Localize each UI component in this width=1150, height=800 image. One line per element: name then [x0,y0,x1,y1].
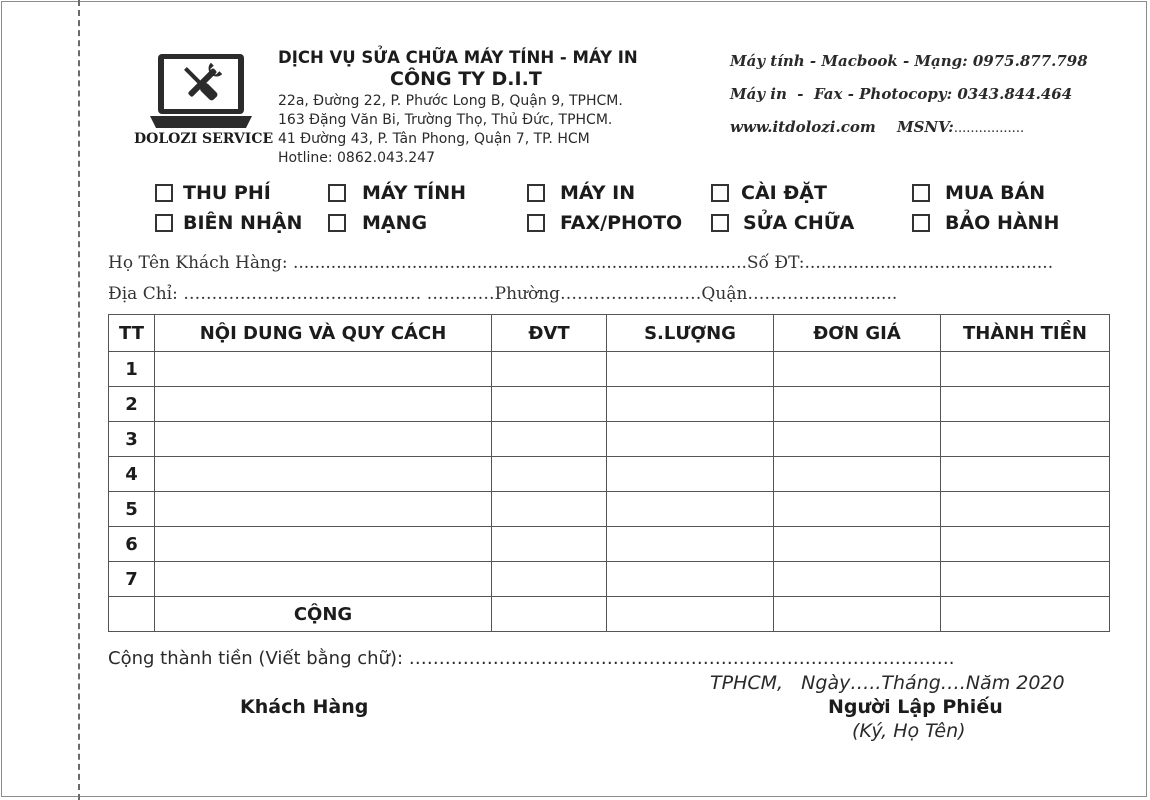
checkbox-label: MÁY TÍNH [362,182,466,204]
preparer-signature-label: Người Lập Phiếu [828,696,1003,718]
checkbox-fax-photo[interactable] [527,212,682,234]
row-number: 4 [109,457,155,492]
table-cell[interactable] [607,597,774,632]
checkbox-icon[interactable] [912,214,930,232]
checkbox-icon[interactable] [912,184,930,202]
column-header: S.LƯỢNG [607,315,774,352]
table-cell[interactable] [492,387,607,422]
table-row [109,352,1110,387]
table-cell[interactable] [941,562,1110,597]
sign-note: (Ký, Họ Tên) [852,720,966,742]
contact-computer: Máy tính - Macbook - Mạng: 0975.877.798 [730,52,1088,70]
table-cell[interactable] [774,352,941,387]
table-cell[interactable] [607,352,774,387]
customer-name-phone-line[interactable]: Họ Tên Khách Hàng: ....................................................................................Số ĐT:.............................................. [108,253,1054,273]
checkbox-label: MẠNG [362,212,428,234]
checkbox-bien-nhan[interactable] [155,212,302,234]
table-cell[interactable] [492,492,607,527]
hotline: Hotline: 0862.043.247 [278,150,435,166]
address-line: 41 Đường 43, P. Tân Phong, Quận 7, TP. HCM [278,131,590,147]
checkbox-may-tinh[interactable] [328,182,466,204]
row-number: 1 [109,352,155,387]
row-number: 2 [109,387,155,422]
table-cell[interactable] [774,387,941,422]
table-cell[interactable] [941,457,1110,492]
contact-printer: Máy in - Fax - Photocopy: 0343.844.464 [730,85,1073,103]
table-cell[interactable] [941,352,1110,387]
checkbox-icon[interactable] [711,214,729,232]
table-cell[interactable] [774,597,941,632]
table-cell[interactable] [941,422,1110,457]
table-cell[interactable] [155,492,492,527]
checkbox-cai-dat[interactable] [711,182,827,204]
table-row [109,492,1110,527]
table-cell[interactable] [607,562,774,597]
checkbox-label: MUA BÁN [945,182,1046,204]
table-cell[interactable] [941,527,1110,562]
checkbox-label: BIÊN NHẬN [183,212,303,234]
table-cell[interactable] [774,422,941,457]
row-number: 7 [109,562,155,597]
table-cell[interactable] [774,527,941,562]
checkbox-label: SỬA CHỮA [743,212,855,234]
table-cell[interactable] [155,352,492,387]
checkbox-icon[interactable] [155,184,173,202]
checkbox-icon[interactable] [527,214,545,232]
table-cell[interactable] [941,492,1110,527]
table-row [109,457,1110,492]
row-number: 5 [109,492,155,527]
table-cell[interactable] [607,387,774,422]
table-cell[interactable] [607,527,774,562]
customer-signature-label: Khách Hàng [240,696,369,718]
table-cell[interactable] [492,352,607,387]
table-cell[interactable] [492,562,607,597]
service-title: DỊCH VỤ SỬA CHỮA MÁY TÍNH - MÁY IN [278,48,638,67]
table-row [109,562,1110,597]
table-cell[interactable] [941,387,1110,422]
table-cell[interactable] [941,597,1110,632]
table-row [109,527,1110,562]
items-table [108,314,1110,632]
msnv-label: MSNV: [897,118,954,136]
checkbox-label: BẢO HÀNH [945,212,1060,234]
checkbox-mua-ban[interactable] [912,182,1045,204]
table-cell[interactable] [155,527,492,562]
table-cell[interactable] [155,422,492,457]
table-cell[interactable] [607,457,774,492]
checkbox-icon[interactable] [328,214,346,232]
column-header: NỘI DUNG VÀ QUY CÁCH [155,315,492,352]
checkbox-icon[interactable] [527,184,545,202]
column-header: THÀNH TIỀN [941,315,1110,352]
checkbox-label: CÀI ĐẶT [741,182,827,204]
table-header-row [109,315,1110,352]
checkbox-sua-chua[interactable] [711,212,854,234]
brand-name: DOLOZI SERVICE [134,131,274,147]
perforation-line [78,0,80,800]
table-cell[interactable] [155,562,492,597]
table-cell[interactable] [774,492,941,527]
checkbox-icon[interactable] [155,214,173,232]
checkbox-icon[interactable] [711,184,729,202]
checkbox-label: THU PHÍ [183,182,271,204]
row-number: 3 [109,422,155,457]
table-cell[interactable] [774,562,941,597]
table-cell[interactable] [492,597,607,632]
checkbox-label: MÁY IN [560,182,636,204]
msnv-value: ................. [953,121,1025,136]
date-line: TPHCM, Ngày…..Tháng….Năm 2020 [710,672,1065,694]
msnv-field [897,118,1024,136]
checkbox-thu-phi[interactable] [155,182,271,204]
table-row [109,422,1110,457]
column-header: ĐƠN GIÁ [774,315,941,352]
website: www.itdolozi.com [730,118,876,136]
table-cell[interactable] [607,492,774,527]
checkbox-icon[interactable] [328,184,346,202]
table-cell[interactable] [492,457,607,492]
total-row [109,597,1110,632]
address-line: 22a, Đường 22, P. Phước Long B, Quận 9, TPHCM. [278,93,623,109]
checkbox-may-in[interactable] [527,182,635,204]
table-cell [109,597,155,632]
customer-address-line[interactable]: Địa Chỉ: …………………………………… …………Phường……………….……Quận………….......…..... [108,284,898,304]
table-row [109,387,1110,422]
table-cell[interactable] [155,387,492,422]
table-cell[interactable] [774,457,941,492]
company-name: CÔNG TY D.I.T [390,68,542,90]
table-cell[interactable] [155,457,492,492]
table-cell[interactable] [492,422,607,457]
total-label: CỘNG [155,597,492,632]
column-header: TT [109,315,155,352]
checkbox-bao-hanh[interactable] [912,212,1059,234]
checkbox-mang[interactable] [328,212,427,234]
total-in-words[interactable]: Cộng thành tiền (Viết bằng chữ): ………………………………………………………………………………. [108,648,955,669]
table-cell[interactable] [492,527,607,562]
address-line: 163 Đặng Văn Bi, Trường Thọ, Thủ Đức, TPHCM. [278,112,613,128]
column-header: ĐVT [492,315,607,352]
checkbox-label: FAX/PHOTO [560,212,683,234]
row-number: 6 [109,527,155,562]
table-cell[interactable] [607,422,774,457]
